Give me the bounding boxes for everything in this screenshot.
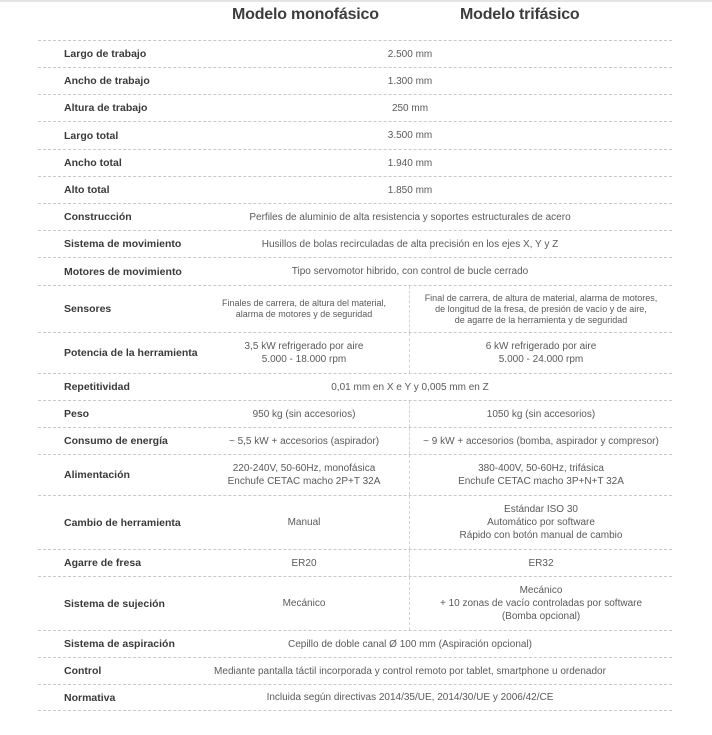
row-value-trifasico: 6 kW refrigerado por aire 5.000 - 24.000 rpm (485, 341, 597, 365)
table-row (38, 285, 672, 332)
row-value-monofasico: 220-240V, 50-60Hz, monofásica Enchufe CETAC macho 2P+T 32A (227, 463, 381, 487)
row-label: Consumo de energía (64, 435, 168, 447)
table-row (38, 684, 672, 711)
table-row (38, 495, 672, 549)
row-value-shared: 1.300 mm (387, 75, 433, 87)
row-label: Ancho de trabajo (64, 75, 150, 87)
row-label: Altura de trabajo (64, 102, 148, 114)
row-label: Motores de movimiento (64, 265, 182, 278)
row-value-monofasico: Finales de carrera, de altura del material, alarma de motores y de seguridad (221, 298, 387, 319)
row-value-shared: 2.500 mm (387, 48, 433, 60)
row-value-trifasico: Estándar ISO 30 Automático por software Rápido con botón manual de cambio (459, 504, 623, 541)
table-row (38, 400, 672, 427)
row-value-monofasico: ER20 (291, 557, 317, 569)
row-value-monofasico: ~ 5,5 kW + accesorios (aspirador) (228, 435, 380, 447)
table-row (38, 549, 672, 576)
row-label: Agarre de fresa (64, 557, 142, 569)
row-value-monofasico: Manual (287, 517, 321, 528)
row-value-monofasico: 3,5 kW refrigerado por aire 5.000 - 18.000 rpm (244, 341, 364, 365)
row-value-trifasico: Final de carrera, de altura de material, alarma de motores, de longitud de la fresa, de presión de vacío y de aire, de agarre de la herramienta y de seguridad (424, 292, 658, 325)
spec-table (38, 40, 672, 711)
row-value-trifasico: Mecánico + 10 zonas de vacío controladas por software (Bomba opcional) (439, 585, 643, 622)
table-row (38, 203, 672, 230)
row-label: Ancho total (64, 157, 122, 169)
row-value-monofasico: 950 kg (sin accesorios) (252, 408, 356, 420)
table-row (38, 257, 672, 285)
row-label: Construcción (64, 211, 132, 223)
table-row (38, 40, 672, 67)
column-header-monofasico: Modelo monofásico (232, 6, 379, 23)
row-value-shared: Cepillo de doble canal Ø 100 mm (Aspiración opcional) (287, 638, 533, 650)
row-label: Peso (64, 408, 90, 420)
row-label: Sistema de sujeción (64, 597, 165, 610)
row-label: Sistema de aspiración (64, 638, 175, 650)
row-value-monofasico: Mecánico (282, 598, 326, 609)
row-value-shared: 1.850 mm (387, 184, 433, 196)
row-value-shared: Perfiles de aluminio de alta resistencia y soportes estructurales de acero (249, 211, 571, 223)
table-row (38, 657, 672, 684)
table-row (38, 94, 672, 121)
row-value-trifasico: ~ 9 kW + accesorios (bomba, aspirador y compresor) (423, 435, 659, 447)
row-value-shared: 1.940 mm (387, 157, 433, 169)
row-value-trifasico: 1050 kg (sin accesorios) (486, 408, 596, 420)
table-row (38, 427, 672, 454)
table-header (0, 6, 712, 34)
row-label: Control (64, 665, 102, 677)
row-label: Alimentación (64, 469, 130, 481)
row-value-shared: Mediante pantalla táctil incorporada y control remoto por tablet, smartphone u ordenador (214, 665, 606, 677)
table-row (38, 121, 672, 149)
row-label: Sistema de movimiento (64, 238, 182, 250)
row-label: Sensores (64, 303, 112, 315)
table-row (38, 332, 672, 373)
table-row (38, 176, 672, 203)
row-value-shared: 0,01 mm en X e Y y 0,005 mm en Z (331, 381, 489, 393)
row-label: Repetitividad (64, 381, 130, 393)
row-value-shared: Incluida según directivas 2014/35/UE, 2014/30/UE y 2006/42/CE (266, 692, 554, 703)
table-row (38, 630, 672, 657)
row-value-shared: 250 mm (391, 102, 429, 114)
row-label: Largo de trabajo (64, 48, 147, 60)
row-label: Potencia de la herramienta (64, 347, 198, 359)
row-label: Alto total (64, 184, 110, 196)
table-row (38, 373, 672, 400)
row-value-shared: Husillos de bolas recirculadas de alta precisión en los ejes X, Y y Z (261, 238, 559, 250)
row-value-trifasico: ER32 (528, 557, 554, 569)
table-row (38, 454, 672, 495)
row-label: Cambio de herramienta (64, 516, 181, 529)
table-row (38, 67, 672, 94)
table-row (38, 230, 672, 257)
row-value-trifasico: 380-400V, 50-60Hz, trifásica Enchufe CETAC macho 3P+N+T 32A (458, 463, 624, 487)
row-value-shared: 3.500 mm (387, 130, 433, 141)
table-row (38, 149, 672, 176)
table-row (38, 576, 672, 630)
row-value-shared: Tipo servomotor hibrido, con control de bucle cerrado (291, 266, 529, 277)
row-label: Largo total (64, 129, 119, 142)
column-header-trifasico: Modelo trifásico (460, 6, 580, 23)
top-border (0, 0, 712, 2)
row-label: Normativa (64, 691, 116, 704)
